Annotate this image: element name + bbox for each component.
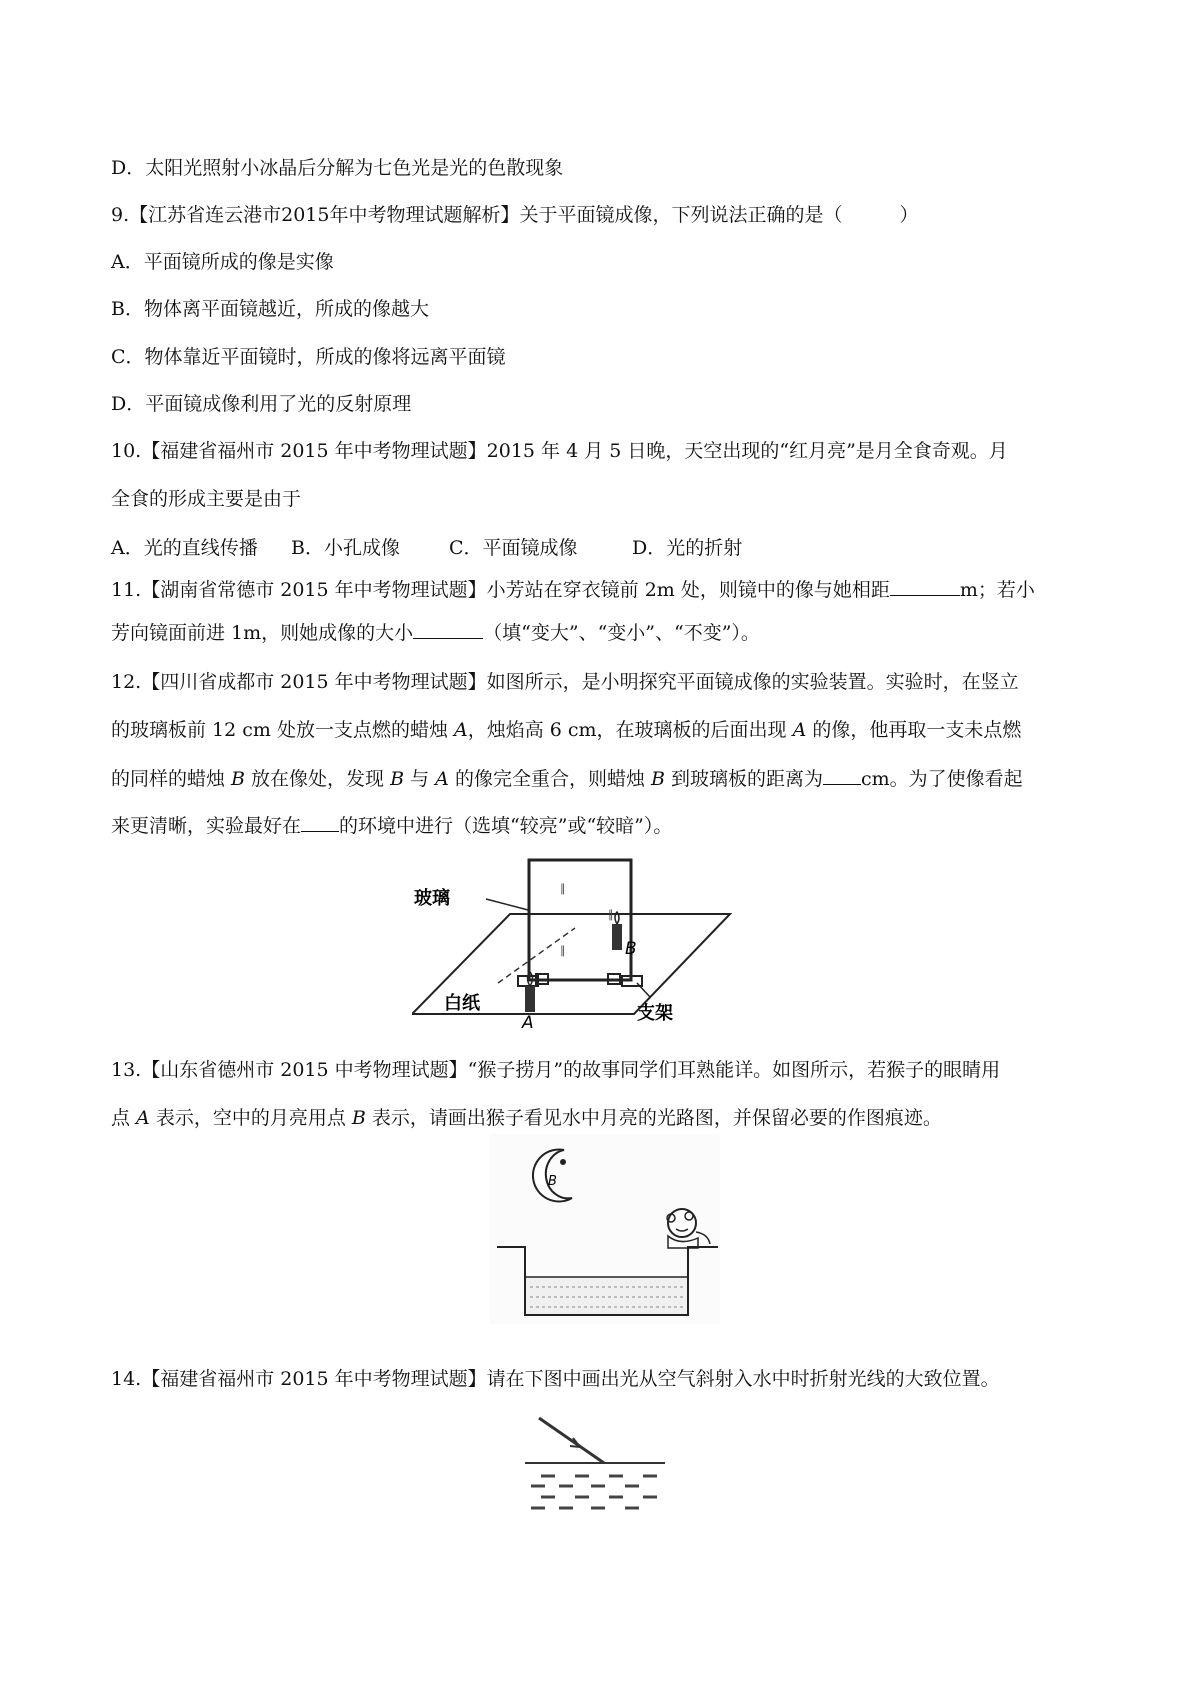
glass-label: 玻璃 — [414, 888, 450, 909]
q12-blank-environment — [301, 813, 339, 832]
mirror-experiment-figure — [412, 852, 732, 1028]
q10-option-c: C．平面镜成像 — [449, 537, 578, 559]
q10-line-2: 全食的形成主要是由于 — [111, 488, 302, 510]
q13-line-1: 13.【山东省德州市 2015 中考物理试题】“猴子捞月”的故事同学们耳熟能详。如图所示，若猴子的眼睛用 — [111, 1059, 1001, 1081]
monkey-moon-figure — [490, 1134, 720, 1324]
moon-label: B — [548, 1174, 557, 1189]
q12-line-3: 的同样的蜡烛 B 放在像处，发现 B 与 A 的像完全重合，则蜡烛 B 到玻璃板的距离为 cm。为了使像看起 — [111, 768, 1023, 790]
q11-line-1: 11.【湖南省常德市 2015 年中考物理试题】小芳站在穿衣镜前 2m 处，则镜中的像与她相距 m；若小 — [111, 579, 1035, 601]
q11-line-2: 芳向镜面前进 1m，则她成像的大小 （填“变大”、“变小”、“不变”）。 — [111, 622, 760, 644]
q10-option-b: B．小孔成像 — [291, 537, 400, 559]
svg-text:∥: ∥ — [560, 944, 566, 957]
q12-line-4: 来更清晰，实验最好在 的环境中进行（选填“较亮”或“较暗”）。 — [111, 815, 673, 837]
refraction-figure — [525, 1410, 675, 1520]
candle-a-label: A — [522, 1013, 534, 1028]
q9-option-a: A．平面镜所成的像是实像 — [111, 251, 334, 273]
q10-option-d: D．光的折射 — [632, 537, 743, 559]
svg-text:∥: ∥ — [608, 908, 614, 921]
q9-option-c: C．物体靠近平面镜时，所成的像将远离平面镜 — [111, 346, 506, 368]
q9-stem: 9.【江苏省连云港市2015年中考物理试题解析】关于平面镜成像，下列说法正确的是（ ） — [111, 204, 919, 226]
q12-line-2: 的玻璃板前 12 cm 处放一支点燃的蜡烛 A，烛焰高 6 cm，在玻璃板的后面出现 A 的像，他再取一支未点燃 — [111, 719, 1022, 741]
paper-label: 白纸 — [444, 993, 480, 1014]
q10-option-a: A．光的直线传播 — [111, 537, 258, 559]
q9-option-d: D．平面镜成像利用了光的反射原理 — [111, 393, 412, 415]
svg-text:∥: ∥ — [560, 882, 566, 895]
q11-blank-distance — [890, 577, 960, 596]
q13-line-2: 点 A 表示，空中的月亮用点 B 表示，请画出猴子看见水中月亮的光路图，并保留必要的作图痕迹。 — [111, 1107, 942, 1129]
q14-stem: 14.【福建省福州市 2015 年中考物理试题】请在下图中画出光从空气斜射入水中时折射光线的大致位置。 — [111, 1368, 1000, 1390]
q12-line-1: 12.【四川省成都市 2015 年中考物理试题】如图所示，是小明探究平面镜成像的实验装置。实验时，在竖立 — [111, 671, 1019, 693]
stand-label: 支架 — [637, 1003, 673, 1024]
q8-option-d: D．太阳光照射小冰晶后分解为七色光是光的色散现象 — [111, 157, 564, 179]
q10-options — [111, 536, 742, 560]
q9-option-b: B．物体离平面镜越近，所成的像越大 — [111, 298, 429, 320]
q10-line-1: 10.【福建省福州市 2015 年中考物理试题】2015 年 4 月 5 日晚，天空出现的“红月亮”是月全食奇观。月 — [111, 440, 1008, 462]
candle-b-label: B — [625, 939, 637, 959]
q11-blank-size — [413, 620, 483, 639]
q12-blank-distance — [823, 766, 861, 785]
